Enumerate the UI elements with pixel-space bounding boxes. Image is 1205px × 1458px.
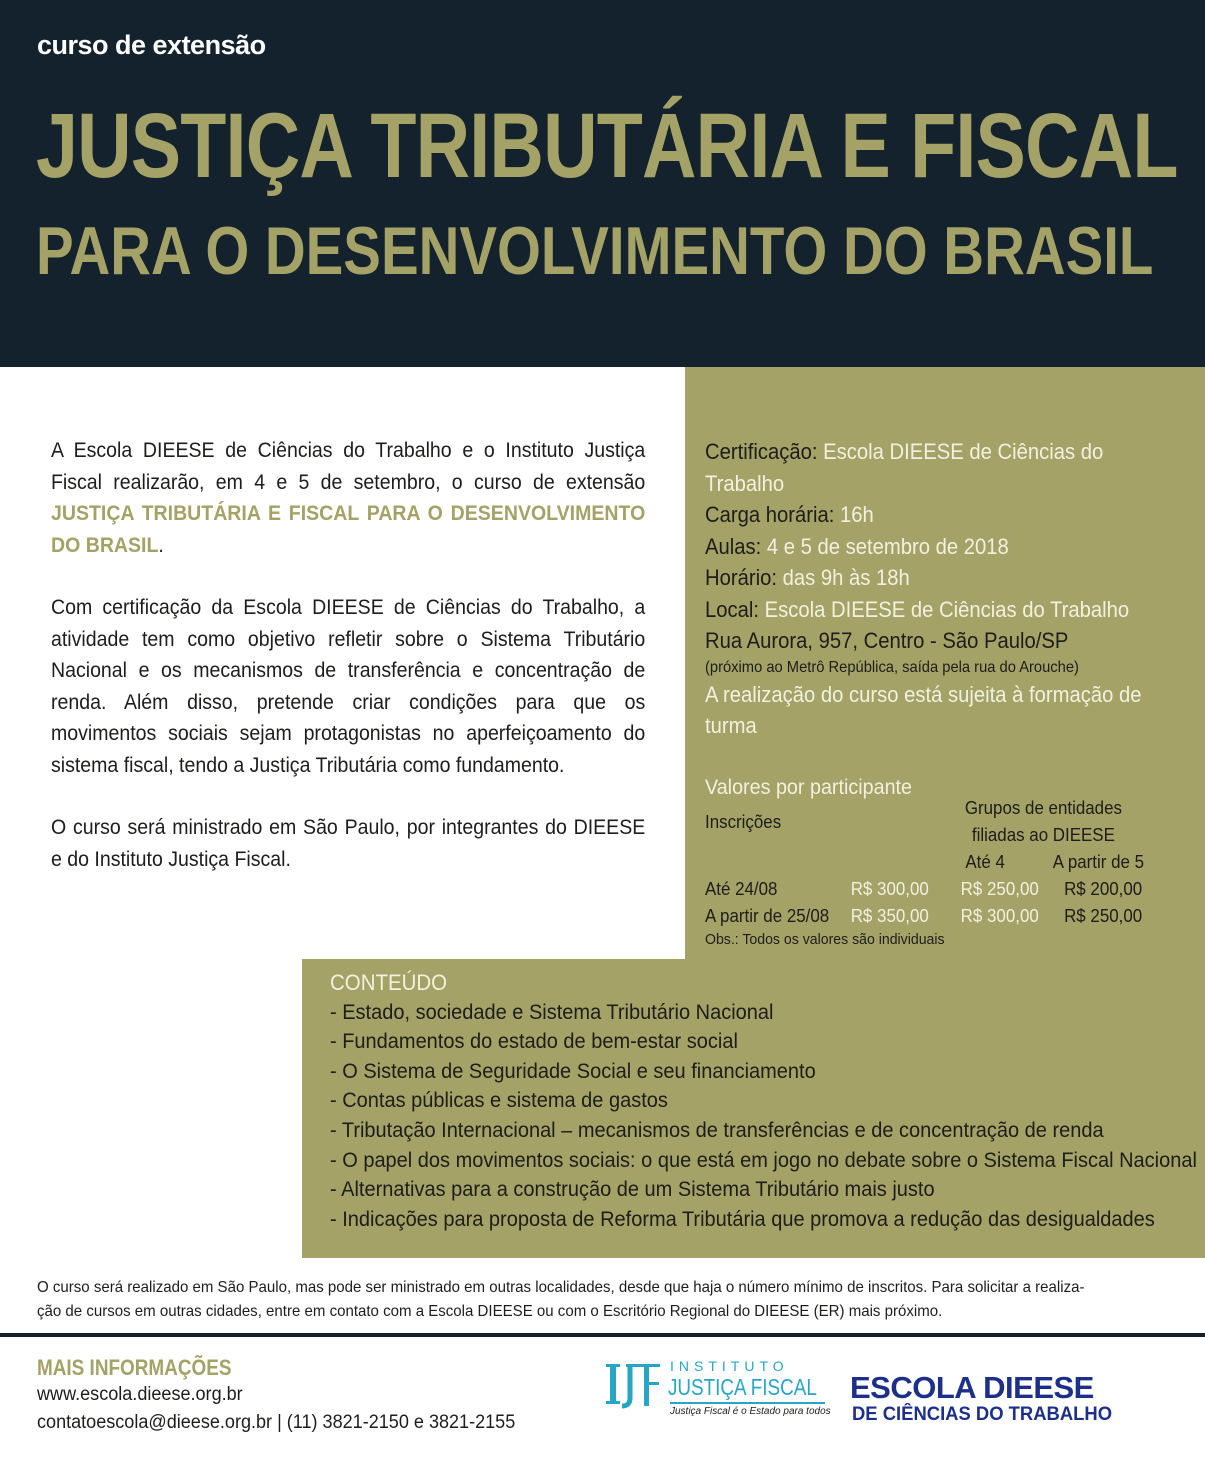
ijf-name: JUSTIÇA FISCAL [668,1374,817,1400]
price-groups-header-1: Grupos de entidades [964,798,1122,818]
price-row-1-v3: R$ 200,00 [1064,879,1143,899]
ijf-instituto: INSTITUTO [670,1358,789,1374]
kicker-text: curso de extensão [37,30,266,60]
footnote-line-2: ção de cursos em outras cidades, entre em contato com a Escola DIEESE ou com o Escritório Regional do DIEESE (ER) mais próximo. [37,1303,943,1320]
cert-value: Escola DIEESE de Ciências do Trabalho [705,439,1104,496]
footnote-line-1: O curso será realizado em São Paulo, mas pode ser ministrado em outras localidades, desde que haja o número mínimo de inscritos. Para solicitar a realiza- [37,1279,1085,1296]
content-item: - Tributação Internacional – mecanismos de transferências e de concentração de renda [330,1117,1104,1142]
ijf-tagline: Justiça Fiscal é o Estado para todos [670,1406,831,1417]
carga-line [705,499,1165,531]
content-item: - Fundamentos do estado de bem-estar social [330,1029,738,1054]
price-row-2-v2: R$ 300,00 [960,906,1039,926]
aulas-line [705,531,1165,563]
escola-dieese-name: ESCOLA DIEESE [850,1370,1094,1405]
cert-line [705,436,1165,499]
aulas-value: 4 e 5 de setembro de 2018 [761,533,1009,559]
price-inscricoes-header: Inscrições [705,812,782,832]
address-note: (próximo ao Metrô República, saída pela rua do Arouche) [705,658,1079,676]
footnote [37,1276,1184,1324]
escola-dieese-logo [850,1370,1190,1430]
ijf-mark-icon [606,1360,661,1410]
intro-p1-text: A Escola DIEESE de Ciências do Trabalho e o Instituto Justiça Fiscal realizarão, em 4 e 5 de setembro, o curso de extensão [51,439,646,494]
horario-value: das 9h às 18h [776,565,910,590]
intro-paragraph-1 [51,435,645,561]
website-link[interactable]: www.escola.dieese.org.br [37,1384,243,1405]
price-heading: Valores por participante [705,776,913,799]
contact-info[interactable]: contatoescola@dieese.org.br | (11) 3821-2150 e 3821-2155 [37,1412,516,1433]
content-item: - O Sistema de Seguridade Social e seu financiamento [330,1058,816,1083]
content-item: - Estado, sociedade e Sistema Tributário Nacional [330,999,774,1024]
content-item: - Contas públicas e sistema de gastos [330,1088,668,1113]
intro-p1-end: . [158,533,164,557]
horario-line [705,562,1165,594]
price-row-2-v3: R$ 250,00 [1064,906,1143,926]
intro-course-name: JUSTIÇA TRIBUTÁRIA E FISCAL PARA O DESENVOLVIMENTO DO BRASIL [51,502,646,557]
carga-value: 16h [834,502,874,527]
price-obs: Obs.: Todos os valores são individuais [705,931,945,948]
price-groups-header-2: filiadas ao DIEESE [971,825,1115,845]
local-line [705,594,1165,626]
intro-text [51,435,645,906]
escola-dieese-subtitle: DE CIÊNCIAS DO TRABALHO [852,1404,1113,1425]
condition-note: A realização do curso está sujeita à formação de turma [705,681,1142,738]
more-info-heading: MAIS INFORMAÇÕES [37,1355,232,1380]
intro-paragraph-2: Com certificação da Escola DIEESE de Ciências do Trabalho, a atividade tem como objetivo refletir sobre o Sistema Tributário Nacional e os mecanismos de transferência e concentração de renda. Além disso, pretende criar condições para que os movimentos sociais sejam protagonistas no aperfeiçoamento do sistema fiscal, tendo a Justiça Tributária como fundamento. [51,596,646,777]
ijf-divider [670,1402,825,1404]
intro-paragraph-3: O curso será ministrado em São Paulo, por integrantes do DIEESE e do Instituto Justiça Fiscal. [51,816,646,871]
price-row-1-v2: R$ 250,00 [960,879,1039,899]
horario-label: Horário: [705,565,777,590]
price-col-apartir5: A partir de 5 [1052,852,1145,872]
aulas-label: Aulas: [705,533,762,559]
price-row-2-v1: R$ 350,00 [850,906,929,926]
content-item: - Indicações para proposta de Reforma Tributária que promova a redução das desigualdades [330,1206,1155,1231]
content-heading: CONTEÚDO [330,970,448,995]
course-info [705,436,1165,742]
content-list [330,968,1197,1234]
cert-label: Certificação: [705,439,818,464]
price-col-ate4: Até 4 [965,852,1005,872]
content-item: - O papel dos movimentos sociais: o que está em jogo no debate sobre o Sistema Fiscal Nacional [330,1147,1197,1172]
price-row-2-label: A partir de 25/08 [705,906,830,926]
local-label: Local: [705,596,760,622]
price-row-1-v1: R$ 300,00 [850,879,929,899]
ijf-logo [600,1358,830,1430]
price-row-1-label: Até 24/08 [705,879,778,899]
address: Rua Aurora, 957, Centro - São Paulo/SP [705,628,1069,653]
carga-label: Carga horária: [705,502,835,527]
local-value: Escola DIEESE de Ciências do Trabalho [759,596,1130,622]
content-item: - Alternativas para a construção de um Sistema Tributário mais justo [330,1177,935,1202]
page-title-line2: PARA O DESENVOLVIMENTO DO BRASIL [36,213,1154,289]
page-title-line1: JUSTIÇA TRIBUTÁRIA E FISCAL [36,95,1178,197]
